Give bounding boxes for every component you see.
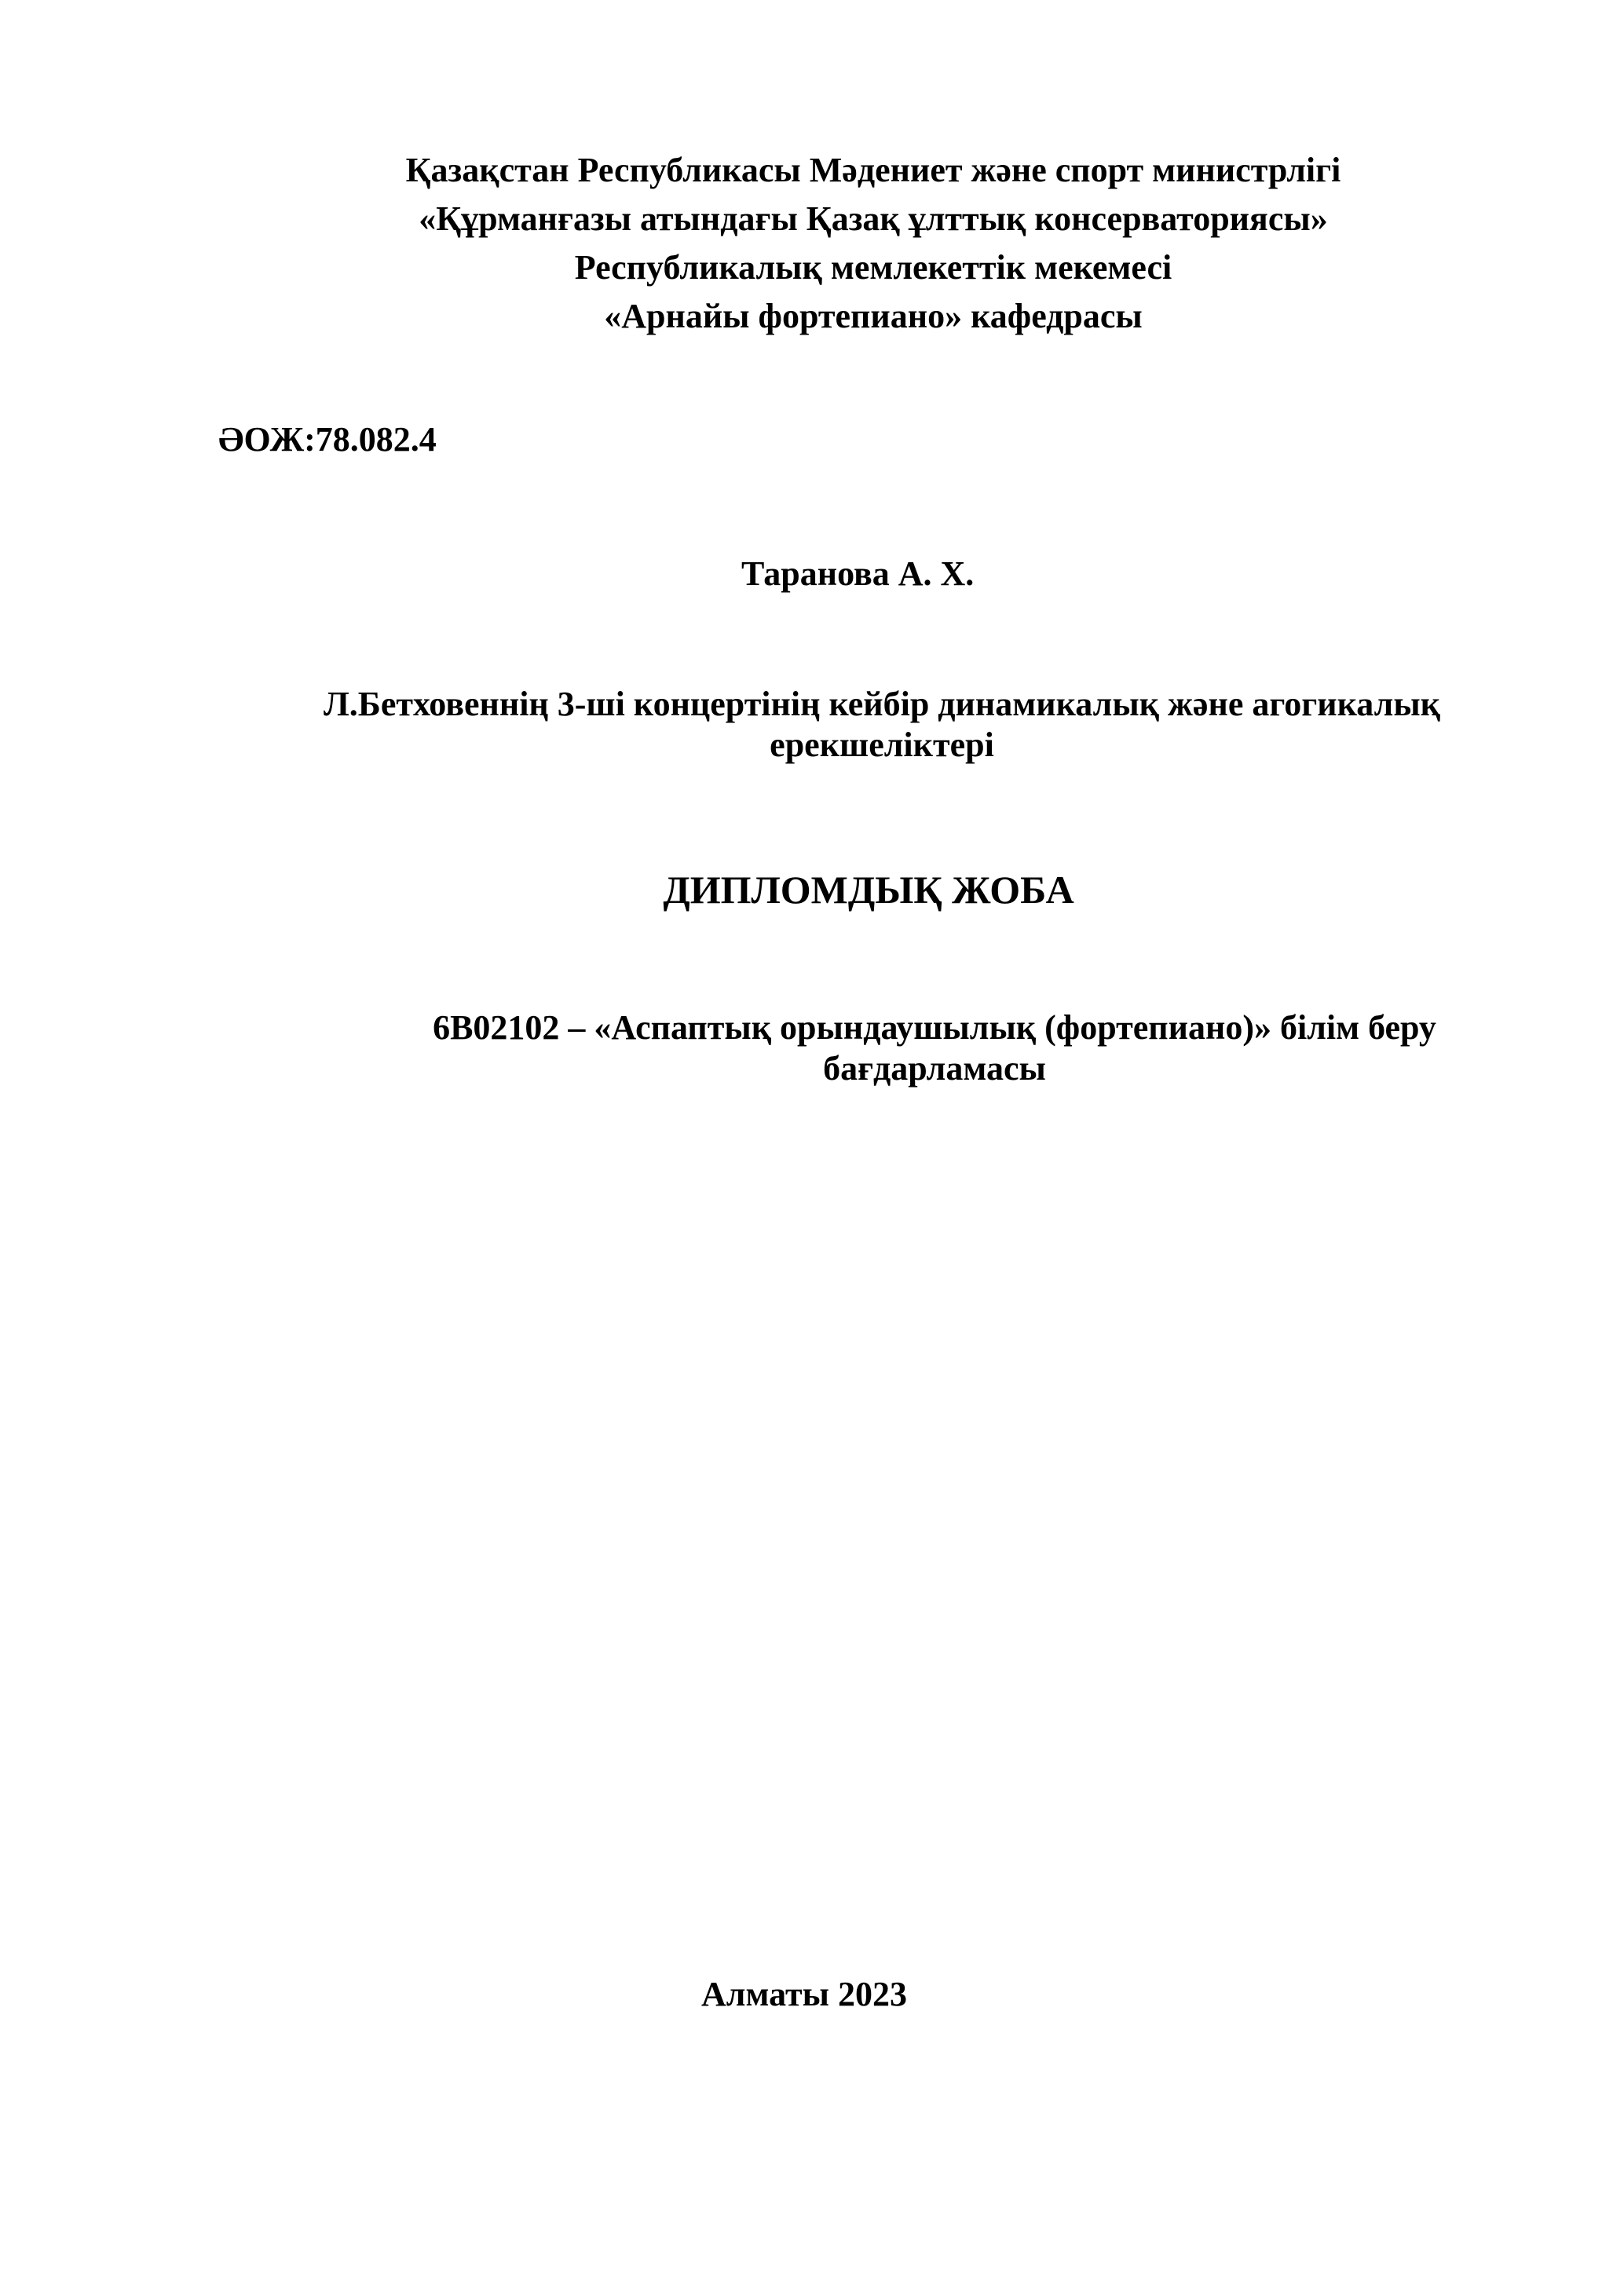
education-program-line-2: бағдарламасы — [823, 1049, 1046, 1088]
institution-header — [196, 146, 1550, 341]
conservatory-line: «Құрманғазы атындағы Қазақ ұлттық консерваториясы» — [419, 199, 1328, 238]
thesis-title-line-2: ерекшеліктері — [770, 726, 994, 764]
ministry-line: Қазақстан Республикасы Мәдениет және спорт министрлігі — [405, 151, 1341, 189]
department-line: «Арнайы фортепиано» кафедрасы — [604, 297, 1143, 335]
thesis-title-line-1: Л.Бетховеннің 3-ші концертінің кейбір динамикалық және агогикалық — [323, 685, 1441, 723]
udk-code: ӘОЖ:78.082.4 — [218, 420, 437, 459]
city-year: Алматы 2023 — [701, 1975, 907, 2013]
institution-type-line: Республикалық мемлекеттік мекемесі — [574, 248, 1172, 287]
document-type: ДИПЛОМДЫҚ ЖОБА — [663, 868, 1074, 912]
author-name: Таранова А. Х. — [741, 554, 975, 593]
education-program-line-1: 6В02102 – «Аспаптық орындаушылық (фортепиано)» білім беру — [433, 1008, 1436, 1047]
education-program — [353, 1007, 1516, 1089]
thesis-title — [236, 684, 1528, 766]
